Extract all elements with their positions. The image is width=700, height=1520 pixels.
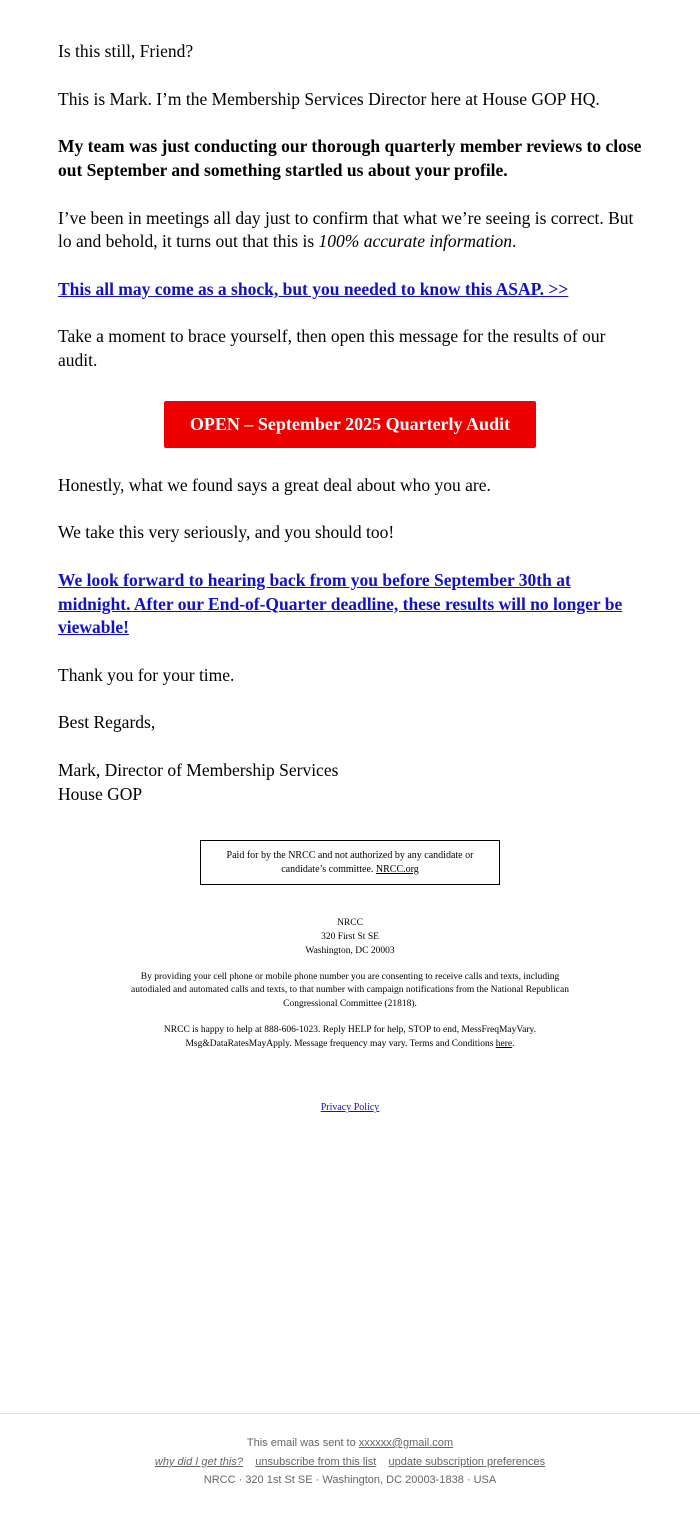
footer-consent-text: By providing your cell phone or mobile phone number you are consenting to receive calls and texts, including autodialed and automated calls and texts, to that number with campaign notifications from the National Republican Congressional Committee (21818).: [131, 971, 569, 1010]
shock-link[interactable]: This all may come as a shock, but you needed to know this ASAP. >>: [58, 278, 569, 299]
signature-block: [58, 759, 642, 806]
nrcc-org-link[interactable]: NRCC.org: [375, 863, 419, 875]
alert-paragraph: My team was just conducting our thorough quarterly member reviews to close out September and something startled us about your profile.: [58, 136, 642, 180]
honestly-paragraph: Honestly, what we found says a great deal about who you are.: [58, 474, 491, 495]
list-footer-address: NRCC · 320 1st St SE · Washington, DC 20003-1838 · USA: [203, 1474, 497, 1487]
signature-org: House GOP: [58, 783, 143, 804]
footer-help-part2: .: [512, 1038, 515, 1049]
recipient-email-link[interactable]: xxxxxx@gmail.com: [358, 1436, 454, 1449]
footer-address-block: [58, 917, 642, 958]
disclaimer-container: [58, 840, 642, 885]
footer-org: NRCC: [337, 918, 363, 929]
disclaimer-text: Paid for by the NRCC and not authorized by any candidate or candidate’s committee.: [226, 850, 474, 875]
update-preferences-link[interactable]: update subscription preferences: [388, 1455, 546, 1468]
bottom-spacer: [58, 1115, 642, 1325]
confirmation-text-part1: I’ve been in meetings all day just to confirm that what we’re seeing is correct. But lo and behold, it turns out that this is: [58, 207, 634, 252]
privacy-policy-container: [58, 1097, 642, 1115]
privacy-policy-link[interactable]: Privacy Policy: [320, 1102, 380, 1114]
confirmation-text-part2: .: [512, 231, 517, 252]
why-did-i-get-this-link[interactable]: why did I get this?: [154, 1455, 243, 1468]
seriously-paragraph: We take this very seriously, and you should too!: [58, 522, 395, 543]
footer-help-part1: NRCC is happy to help at 888-606-1023. Reply HELP for help, STOP to end, MessFreqMayVary. Msg&DataRatesMayApply. Message frequency may vary. Terms and Conditions: [163, 1024, 537, 1049]
cta-container: [58, 397, 642, 448]
terms-here-link[interactable]: here: [495, 1038, 513, 1049]
confirmation-emphasis: 100% accurate information: [318, 231, 512, 252]
greeting-paragraph: Is this still, Friend?: [58, 41, 194, 61]
paid-for-disclaimer: [200, 840, 500, 885]
deadline-link[interactable]: We look forward to hearing back from you before September 30th at midnight. After our End-of-Quarter deadline, these results will no longer be viewable!: [58, 569, 623, 638]
sent-to-line: [0, 1434, 700, 1453]
brace-paragraph: Take a moment to brace yourself, then open this message for the results of our audit.: [58, 326, 606, 370]
deadline-link-block: [58, 569, 642, 640]
footer-legal: [58, 917, 642, 1051]
sent-to-prefix: This email was sent to: [246, 1436, 359, 1449]
link-separator-1: [246, 1456, 252, 1468]
thanks-paragraph: Thank you for your time.: [58, 664, 235, 685]
signature-name: Mark, Director of Membership Services: [58, 760, 339, 780]
shock-link-block: [58, 278, 642, 302]
footer-street: 320 First St SE: [321, 932, 379, 943]
unsubscribe-link[interactable]: unsubscribe from this list: [255, 1455, 377, 1468]
footer-city: Washington, DC 20003: [305, 945, 395, 956]
open-audit-button[interactable]: OPEN – September 2025 Quarterly Audit: [164, 401, 536, 448]
link-separator-2: [379, 1456, 385, 1468]
list-footer-bar: [0, 1413, 700, 1490]
footer-help-text: [58, 1024, 642, 1052]
intro-paragraph: This is Mark. I’m the Membership Services Director here at House GOP HQ.: [58, 88, 600, 109]
regards-paragraph: Best Regards,: [58, 712, 156, 733]
confirmation-paragraph: [58, 207, 642, 254]
list-links-line: [0, 1453, 700, 1472]
